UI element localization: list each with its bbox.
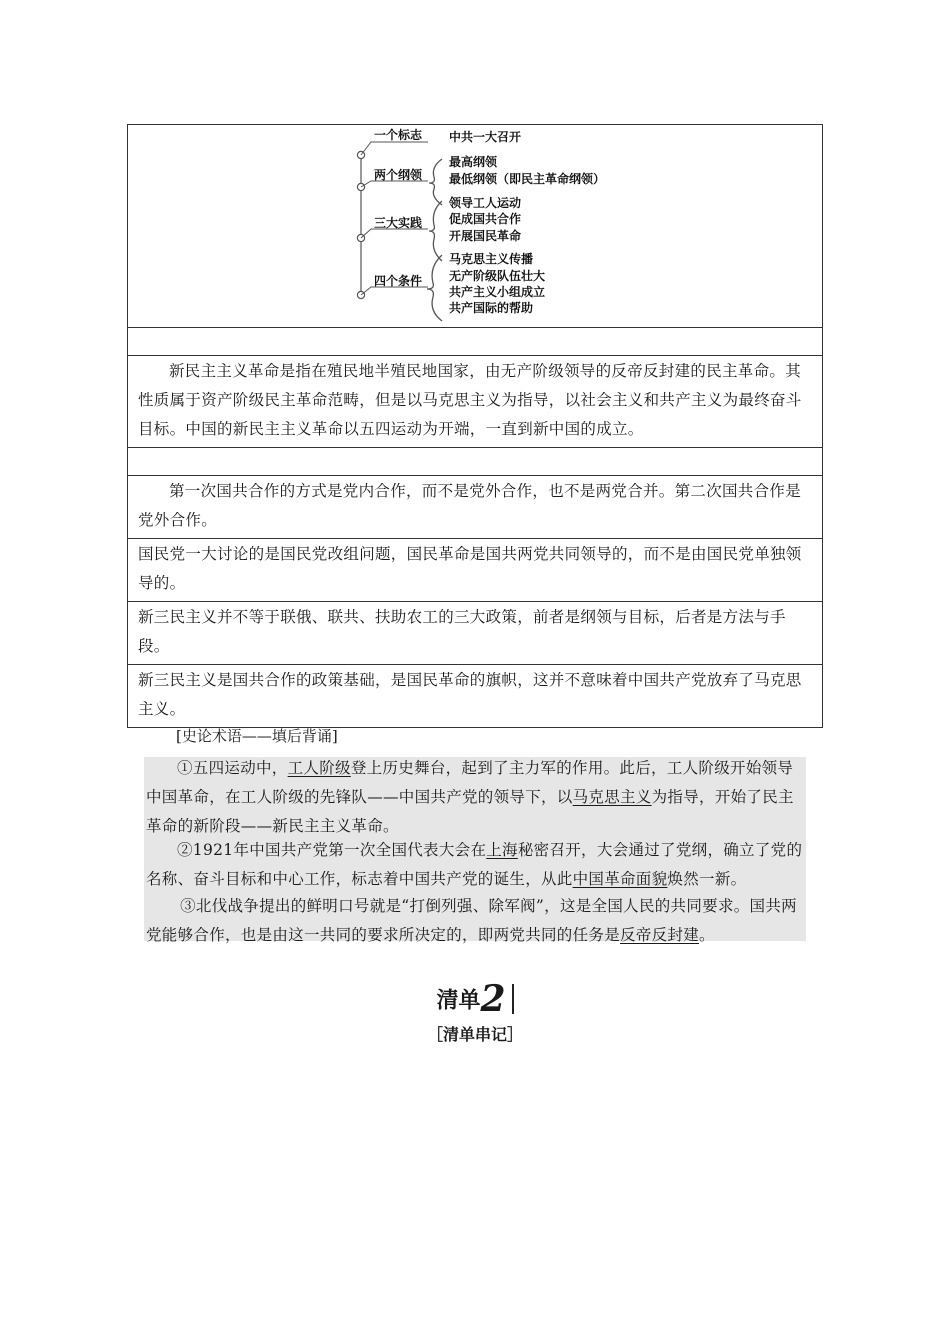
fill-blank: 马克思主义 bbox=[572, 788, 652, 806]
item-text: 无产阶级队伍壮大 bbox=[449, 269, 546, 283]
fill-blank: 反帝反封建 bbox=[620, 926, 700, 944]
node-label-4: 四个条件 bbox=[374, 274, 423, 288]
fill-blank: 工人阶级 bbox=[287, 759, 351, 777]
terms-paragraph-1: ①五四运动中，工人阶级登上历史舞台，起到了主力军的作用。此后，工人阶级开始领导中国革命，在工人阶级的先锋队——中国共产党的领导下，以马克思主义为指导，开始了民主革命的新阶段——新民主主义革命。 bbox=[146, 759, 794, 835]
checklist-label: 清单 bbox=[436, 988, 481, 1014]
mind-map bbox=[128, 125, 822, 327]
item-text: 中共一大召开 bbox=[449, 130, 522, 144]
cooperation-text: 第一次国共合作的方式是党内合作，而不是党外合作，也不是两党合并。第二次国共合作是党外合作。 bbox=[128, 475, 822, 538]
three-principles-basis-text: 新三民主义是国共合作的政策基础，是国民革命的旗帜，这并不意味着中国共产党放弃了马克思主义。 bbox=[128, 664, 822, 727]
item-text: 促成国共合作 bbox=[449, 212, 522, 226]
item-text: 最低纲领（即民主革命纲领） bbox=[449, 172, 606, 186]
summary-table bbox=[127, 124, 823, 728]
three-principles-policies-text: 新三民主义并不等于联俄、联共、扶助农工的三大政策，前者是纲领与目标，后者是方法与手段。 bbox=[128, 601, 822, 664]
brace bbox=[429, 201, 442, 261]
node-label-3: 三大实践 bbox=[374, 216, 423, 230]
checklist-title bbox=[0, 978, 950, 1020]
brace bbox=[429, 159, 442, 205]
terms-paragraph-3: ③北伐战争提出的鲜明口号就是“打倒列强、除军阀”，这是全国人民的共同要求。国共两党能够合作，也是由这一共同的要求所决定的，即两党共同的任务是反帝反封建。 bbox=[146, 897, 797, 944]
terms-paragraph-2: ②1921年中国共产党第一次全国代表大会在上海秘密召开，大会通过了党纲，确立了党的名称、奋斗目标和中心工作，标志着中国共产党的诞生，从此中国革命面貌焕然一新。 bbox=[146, 841, 803, 888]
item-text: 最高纲领 bbox=[449, 155, 498, 169]
fill-blank: 上海 bbox=[486, 841, 518, 859]
checklist-subtitle: ［清单串记］ bbox=[426, 1025, 523, 1044]
node-label-2: 两个纲领 bbox=[374, 168, 423, 182]
mind-map-row bbox=[128, 125, 822, 327]
item-text: 马克思主义传播 bbox=[449, 252, 534, 266]
item-text: 共产主义小组成立 bbox=[449, 285, 546, 299]
node-label-1: 一个标志 bbox=[374, 128, 423, 142]
checklist-number: 2 bbox=[480, 978, 506, 1020]
item-text: 共产国际的帮助 bbox=[449, 301, 534, 315]
kmt-congress-text: 国民党一大讨论的是国民党改组问题，国民革命是国共两党共同领导的，而不是由国民党单独领导的。 bbox=[128, 538, 822, 601]
fill-blank: 中国革命面貌 bbox=[572, 870, 668, 888]
title-divider bbox=[512, 984, 514, 1014]
empty-row bbox=[128, 327, 822, 355]
terms-heading: [史论术语——填后背诵] bbox=[176, 727, 338, 745]
brace bbox=[427, 255, 442, 321]
item-text: 领导工人运动 bbox=[449, 196, 522, 210]
empty-row bbox=[128, 447, 822, 475]
item-text: 开展国民革命 bbox=[449, 229, 522, 243]
new-democratic-revolution-text: 新民主主义革命是指在殖民地半殖民地国家，由无产阶级领导的反帝反封建的民主革命。其性质属于资产阶级民主革命范畴，但是以马克思主义为指导，以社会主义和共产主义为最终奋斗目标。中国的新民主主义革命以五四运动为开端，一直到新中国的成立。 bbox=[128, 355, 822, 447]
